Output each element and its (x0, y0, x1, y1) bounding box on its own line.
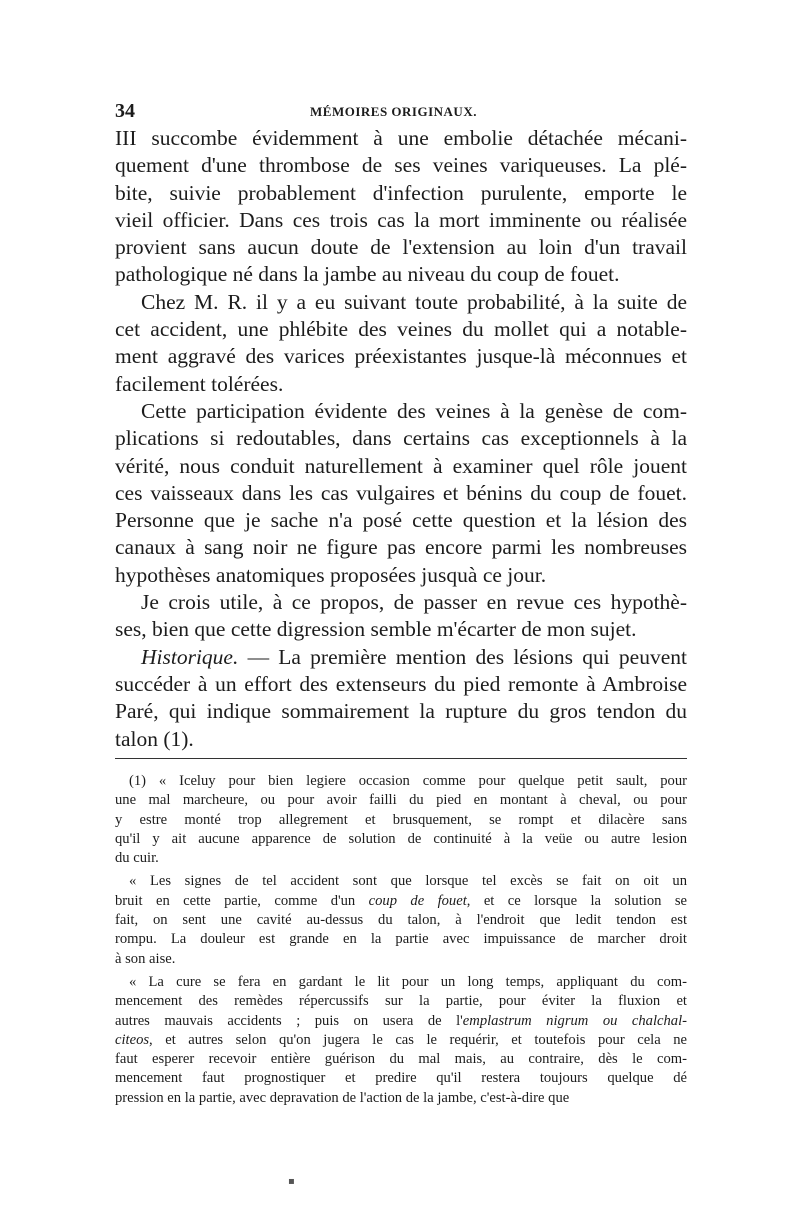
text-line: bite, suivie probablement d'infection purulente, emporte le (115, 180, 687, 205)
footnote-1-signs (115, 872, 687, 968)
text-line: Chez M. R. il y a eu suivant toute probabilité, à la suite de (141, 289, 687, 314)
text-line: Cette participation évidente des veines à la genèse de com- (141, 398, 687, 423)
text-line: ment aggravé des varices préexistantes jusque-là méconnues et (115, 344, 687, 369)
footnote-line: pression en la partie, avec depravation de l'action de la jambe, c'est-à-dire que (115, 1089, 570, 1106)
footnotes (115, 772, 687, 1112)
text-line: provient sans aucun doute de l'extension au loin d'un travail (115, 235, 687, 260)
emphasis-text: coup de fouet (368, 892, 467, 909)
footnote-line: mencement des remèdes répercussifs sur la partie, pour éviter la fluxion et (115, 993, 687, 1010)
text-line: Paré, qui indique sommairement la rupture du gros tendon du (115, 699, 687, 724)
text-line: ces vaisseaux dans les cas vulgaires et bénins du coup de fouet. (115, 480, 687, 505)
text-run: autres mauvais accidents ; puis on usera de l' (115, 1012, 463, 1029)
footnote-divider (115, 758, 687, 759)
footnote-line: y estre monté trop allegrement et brusquement, se rompt et dilacère sans (115, 811, 687, 828)
footnote-line (115, 892, 687, 911)
text-line: hypothèses anatomiques proposées jusquà ce jour. (115, 562, 547, 587)
paragraph-2 (115, 289, 687, 398)
text-line: plications si redoutables, dans certains cas exceptionnels à la (115, 426, 687, 451)
footnote-line: fait, on sent une cavité au-dessus du talon, à l'endroit que ledit tendon est (115, 912, 687, 929)
footnote-line: une mal marcheure, ou pour avoir failli du pied en montant à cheval, ou pour (115, 792, 687, 809)
running-head: MÉMOIRES ORIGINAUX. (310, 104, 477, 119)
bottom-mark: ▪ (288, 1176, 295, 1187)
text-run: , et autres selon qu'on jugera le cas le requérir, et toutefois pour cela ne (149, 1031, 687, 1048)
text-line: quement d'une thrombose de ses veines variqueuses. La plé- (115, 153, 687, 178)
text-line: cet accident, une phlébite des veines du mollet qui a notable- (115, 317, 687, 342)
main-text (115, 125, 687, 753)
text-line: canaux à sang noir ne figure pas encore parmi les nombreuses (115, 535, 687, 560)
paragraph-1 (115, 125, 687, 289)
emphasis-text: citeos (115, 1031, 150, 1048)
footnote-line: qu'il y ait aucune apparence de solution de continuité à la veüe ou autre lesion (115, 830, 687, 847)
text-line (115, 644, 687, 671)
paragraph-3 (115, 398, 687, 589)
footnote-line: « La cure se fera en gardant le lit pour un long temps, appliquant du com- (129, 973, 687, 990)
page-number: 34 (115, 100, 135, 122)
text-line: facilement tolérées. (115, 371, 284, 396)
page-header (115, 100, 695, 126)
footnote-line (115, 1012, 687, 1031)
text-line: vieil officier. Dans ces trois cas la mort imminente ou réalisée (115, 207, 687, 232)
text-line: Personne que je sache n'a posé cette question et la lésion des (115, 508, 687, 533)
text-line: III succombe évidemment à une embolie détachée mécani- (115, 126, 687, 150)
footnote-1 (115, 772, 687, 868)
section-lead: Historique. (141, 644, 239, 669)
text-run: , et ce lorsque la solution se (466, 892, 687, 909)
text-line: pathologique né dans la jambe au niveau du coup de fouet. (115, 262, 620, 287)
text-line: succéder à un effort des extenseurs du pied remonte à Ambroise (115, 671, 687, 696)
footnote-line: rompu. La douleur est grande en la partie avec impuissance de marcher droit (115, 931, 687, 948)
footnote-line: du cuir. (115, 850, 159, 867)
footnote-line: à son aise. (115, 950, 176, 967)
footnote-line: faut esperer recevoir entière guérison du mal mais, au contraire, dès le com- (115, 1051, 687, 1068)
footnote-line (115, 1031, 687, 1050)
text-run: bruit en cette partie, comme d'un (115, 892, 369, 909)
text-line: vérité, nous conduit naturellement à examiner quel rôle jouent (115, 453, 687, 478)
text-line: talon (1). (115, 726, 194, 751)
footnote-line: mencement faut prognostiquer et predire qu'il restera toujours quelque dé (115, 1070, 687, 1087)
text-run: — La première mention des lésions qui peuvent (238, 644, 687, 669)
paragraph-4 (115, 589, 687, 644)
emphasis-text: emplastrum nigrum ou chalchal- (462, 1012, 688, 1029)
text-line: ses, bien que cette digression semble m'écarter de mon sujet. (115, 617, 637, 642)
footnote-line: (1) « Iceluy pour bien legiere occasion comme pour quelque petit sault, pour (129, 773, 687, 789)
text-line: Je crois utile, à ce propos, de passer en revue ces hypothè- (141, 590, 687, 615)
footnote-1-cure (115, 973, 687, 1108)
paragraph-5 (115, 644, 687, 753)
footnote-line: « Les signes de tel accident sont que lorsque tel excès se fait on oit un (129, 873, 687, 890)
